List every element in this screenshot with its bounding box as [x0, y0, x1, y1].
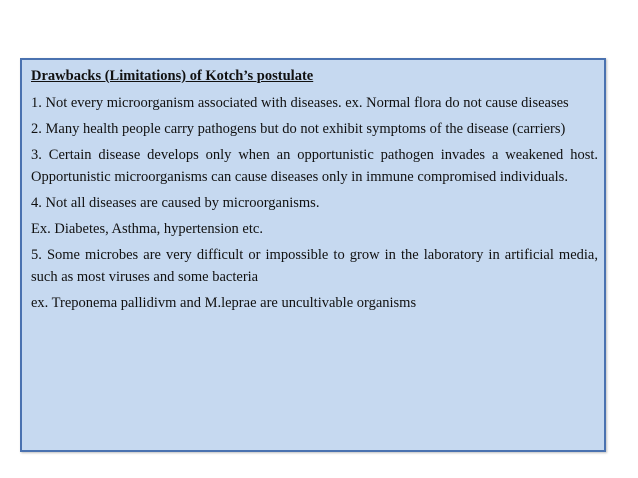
- point-2: 2. Many health people carry pathogens but do not exhibit symptoms of the disease (carriers): [31, 121, 566, 137]
- point-5: 5. Some microbes are very difficult or impossible to grow in the laboratory in artificial media, such as most viruses and some bacteria: [31, 247, 598, 285]
- point-4-examples: Ex. Diabetes, Asthma, hypertension etc.: [31, 221, 263, 237]
- point-3: 3. Certain disease develops only when an opportunistic pathogen invades a weakened host. Opportunistic microorganisms can cause diseases only in immune compromised individuals.: [31, 147, 598, 185]
- content-box: [20, 58, 606, 452]
- point-5-examples: ex. Treponema pallidivm and M.leprae are uncultivable organisms: [31, 295, 417, 311]
- point-4: 4. Not all diseases are caused by microorganisms.: [31, 195, 320, 211]
- slide-heading: Drawbacks (Limitations) of Kotch’s postulate: [31, 68, 314, 84]
- point-1: 1. Not every microorganism associated with diseases. ex. Normal flora do not cause diseases: [31, 95, 569, 111]
